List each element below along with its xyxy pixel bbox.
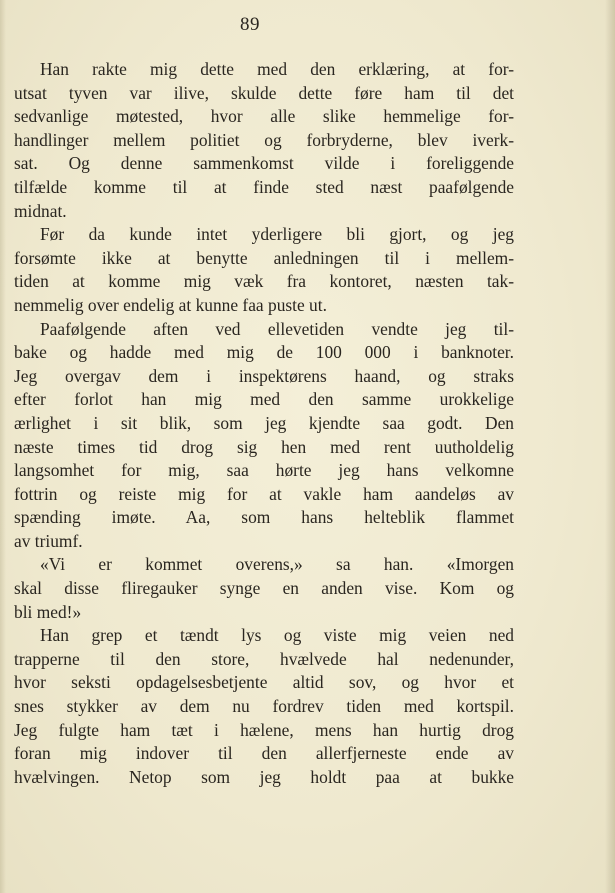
text-line: efter forlot han mig med den samme urokkelige (14, 389, 514, 410)
text-line: forsømte ikke at benytte anledningen til i mellem- (14, 247, 514, 268)
page-number: 89 (240, 14, 260, 35)
body-text (14, 58, 514, 789)
text-line: sat. Og denne sammenkomst vilde i foreliggende (14, 153, 514, 174)
text-line: Jeg fulgte ham tæt i hælene, mens han hurtig drog (14, 719, 514, 740)
text-line: ærlighet i sit blik, som jeg kjendte saa godt. Den (14, 412, 514, 433)
text-line: bake og hadde med mig de 100 000 i banknoter. (14, 342, 514, 363)
text-line: Han rakte mig dette med den erklæring, at for- (40, 59, 514, 79)
text-line: hvælvingen. Netop som jeg holdt paa at bukke (14, 766, 514, 787)
text-line: nemmelig over endelig at kunne faa puste ut. (14, 294, 327, 315)
text-line: Paafølgende aften ved ellevetiden vendte jeg til- (40, 318, 514, 339)
text-line: trapperne til den store, hvælvede hal nedenunder, (14, 648, 514, 669)
text-line: handlinger mellem politiet og forbryderne, blev iverk- (14, 129, 514, 150)
text-line: Før da kunde intet yderligere bli gjort, og jeg (40, 224, 514, 245)
page-left-edge (0, 0, 6, 893)
text-line: utsat tyven var ilive, skulde dette føre ham til det (14, 82, 514, 103)
text-line: av triumf. (14, 530, 83, 551)
text-line: foran mig indover til den allerfjerneste ende av (14, 743, 514, 764)
text-line: bli med!» (14, 601, 82, 622)
text-line: langsomhet for mig, saa hørte jeg hans velkomne (14, 460, 514, 481)
text-line: spænding imøte. Aa, som hans helteblik flammet (14, 507, 514, 528)
text-line: midnat. (14, 200, 67, 221)
page-gutter-shadow (605, 0, 615, 893)
text-line: Jeg overgav dem i inspektørens haand, og straks (14, 365, 514, 386)
text-line: sedvanlige møtested, hvor alle slike hemmelige for- (14, 106, 514, 127)
text-line: hvor seksti opdagelsesbetjente altid sov, og hvor et (14, 672, 514, 693)
text-line: tiden at komme mig væk fra kontoret, næsten tak- (14, 271, 514, 292)
text-line: Han grep et tændt lys og viste mig veien ned (40, 625, 514, 646)
text-line: næste times tid drog sig hen med rent uutholdelig (14, 436, 514, 457)
text-line: «Vi er kommet overens,» sa han. «Imorgen (40, 554, 514, 575)
text-line: snes stykker av dem nu fordrev tiden med kortspil. (14, 696, 514, 717)
text-line: fottrin og reiste mig for at vakle ham aandeløs av (14, 483, 514, 504)
text-line: skal disse fliregauker synge en anden vise. Kom og (14, 578, 514, 599)
text-line: tilfælde komme til at finde sted næst paafølgende (14, 176, 514, 197)
